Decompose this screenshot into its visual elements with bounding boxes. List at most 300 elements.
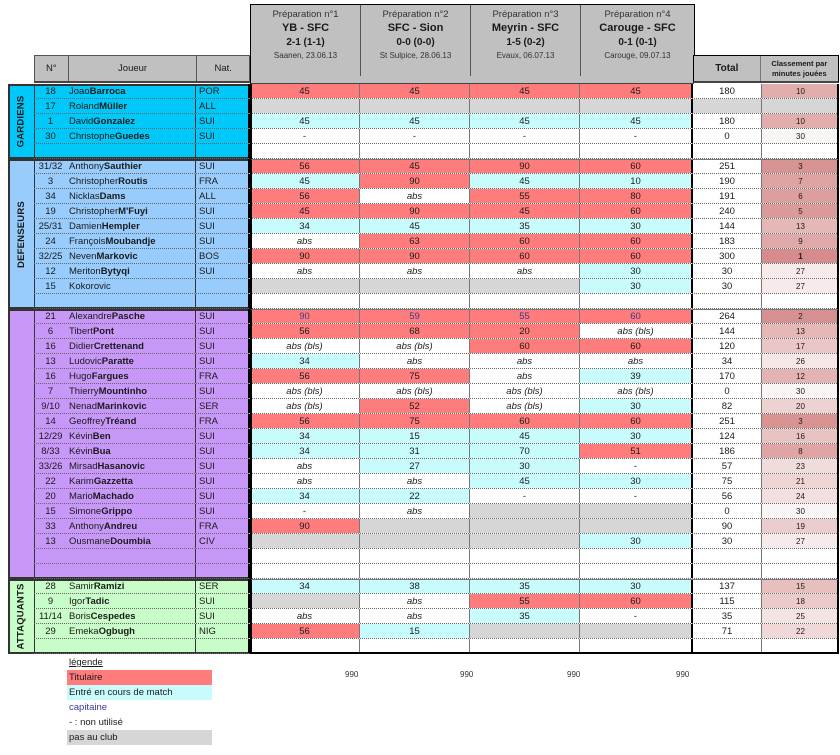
- player-nationality: [196, 144, 250, 158]
- minutes-cell-match-4: 60: [580, 249, 693, 263]
- minutes-cell-match-3: [470, 624, 580, 638]
- minutes-cell-match-4: 30: [580, 264, 693, 278]
- player-number: 12: [45, 265, 56, 277]
- minutes-cell-match-3: abs: [470, 354, 580, 368]
- minutes-cell-match-2: 63: [360, 234, 470, 248]
- total-minutes: [693, 564, 762, 578]
- total-minutes: 180: [693, 84, 762, 98]
- minutes-cell-match-1: [250, 144, 360, 158]
- rank-by-minutes: 25: [762, 609, 839, 623]
- minutes-cell-match-3: -: [470, 489, 580, 503]
- player-row: [34, 99, 839, 114]
- player-nationality: SUI: [196, 384, 250, 398]
- rank-by-minutes: 2: [762, 309, 839, 323]
- legend-item: pas au club: [67, 730, 212, 745]
- player-nationality: SER: [196, 579, 250, 593]
- minutes-cell-match-4: 60: [580, 309, 693, 323]
- player-number: 33/26: [38, 460, 63, 472]
- minutes-cell-match-4: 30: [580, 399, 693, 413]
- minutes-cell-match-2: 75: [360, 369, 470, 383]
- player-number: 16: [45, 340, 56, 352]
- minutes-cell-match-1: abs: [250, 459, 360, 473]
- minutes-cell-match-2: [360, 549, 470, 563]
- match-prep: Préparation n°2: [382, 9, 449, 20]
- player-first-name: Igor: [69, 595, 86, 607]
- total-minutes: 75: [693, 474, 762, 488]
- minutes-cell-match-2: [360, 534, 470, 548]
- minutes-cell-match-2: [360, 99, 470, 113]
- minutes-cell-match-3: 45: [470, 114, 580, 128]
- total-minutes: [693, 639, 762, 653]
- player-name: [67, 114, 196, 128]
- player-number: 11/14: [38, 610, 63, 622]
- match-total-3: 990: [567, 670, 581, 679]
- player-row: [34, 129, 839, 144]
- minutes-cell-match-3: 55: [470, 594, 580, 608]
- player-last-name: Tréand: [105, 415, 137, 427]
- player-nationality: SUI: [196, 204, 250, 218]
- minutes-cell-match-2: 90: [360, 249, 470, 263]
- minutes-cell-match-3: 70: [470, 444, 580, 458]
- player-last-name: Markovic: [96, 250, 138, 262]
- player-nationality: SUI: [196, 264, 250, 278]
- player-first-name: Thierry: [69, 385, 99, 397]
- total-minutes: 144: [693, 324, 762, 338]
- player-number: 24: [45, 235, 56, 247]
- minutes-cell-match-4: abs (bls): [580, 324, 693, 338]
- player-name: [67, 204, 196, 218]
- minutes-cell-match-2: 45: [360, 114, 470, 128]
- player-last-name: Ramizi: [93, 580, 125, 592]
- player-first-name: Meriton: [69, 265, 101, 277]
- player-name: [67, 609, 196, 623]
- player-nationality: SUI: [196, 609, 250, 623]
- player-row: [34, 519, 839, 534]
- minutes-cell-match-1: 56: [250, 369, 360, 383]
- minutes-cell-match-2: 52: [360, 399, 470, 413]
- player-row: [34, 249, 839, 264]
- player-name: [67, 474, 196, 488]
- player-name: [67, 279, 196, 293]
- minutes-cell-match-3: abs: [470, 264, 580, 278]
- player-nationality: SUI: [196, 444, 250, 458]
- minutes-cell-match-2: 68: [360, 324, 470, 338]
- player-first-name: Mario: [69, 490, 93, 502]
- total-minutes: [693, 549, 762, 563]
- minutes-cell-match-3: 35: [470, 219, 580, 233]
- player-last-name: Pont: [92, 325, 115, 337]
- player-last-name: Gazzetta: [93, 475, 133, 487]
- player-number: 18: [45, 85, 56, 97]
- player-last-name: Bytyqi: [100, 265, 130, 277]
- rank-by-minutes: 27: [762, 534, 839, 548]
- player-last-name: Crettenand: [93, 340, 144, 352]
- player-row: [34, 624, 839, 639]
- group-label: [8, 579, 35, 654]
- minutes-cell-match-3: [470, 549, 580, 563]
- rank-by-minutes: 13: [762, 324, 839, 338]
- match-header-4: [581, 5, 694, 77]
- minutes-cell-match-4: 30: [580, 219, 693, 233]
- player-name: [67, 579, 196, 593]
- minutes-cell-match-2: abs: [360, 504, 470, 518]
- total-minutes: 56: [693, 489, 762, 503]
- player-number: 1: [47, 115, 54, 127]
- total-minutes: 0: [693, 129, 762, 143]
- player-nationality: CIV: [196, 534, 250, 548]
- player-name: [67, 639, 196, 653]
- player-first-name: Emeka: [69, 625, 99, 637]
- minutes-cell-match-1: 56: [250, 159, 360, 173]
- empty-row: [34, 564, 839, 579]
- player-nationality: ALL: [196, 189, 250, 203]
- total-minutes: 115: [693, 594, 762, 608]
- player-name: [67, 414, 196, 428]
- match-teams: Meyrin - SFC: [491, 22, 560, 34]
- minutes-cell-match-3: [470, 504, 580, 518]
- player-last-name: Marinkovic: [97, 400, 147, 412]
- minutes-cell-match-4: 80: [580, 189, 693, 203]
- minutes-cell-match-4: 60: [580, 594, 693, 608]
- player-last-name: Bua: [92, 445, 111, 457]
- player-first-name: Geoffrey: [69, 415, 106, 427]
- player-last-name: Fargues: [91, 370, 129, 382]
- minutes-cell-match-4: [580, 624, 693, 638]
- total-minutes: 30: [693, 279, 762, 293]
- player-first-name: Samir: [69, 580, 94, 592]
- total-minutes: 191: [693, 189, 762, 203]
- minutes-cell-match-1: 45: [250, 84, 360, 98]
- minutes-cell-match-1: abs (bls): [250, 399, 360, 413]
- player-number: 3: [47, 175, 54, 187]
- player-nationality: ALL: [196, 99, 250, 113]
- match-score: 2-1 (1-1): [286, 37, 325, 48]
- player-last-name: Ben: [92, 430, 111, 442]
- minutes-cell-match-1: [250, 99, 360, 113]
- minutes-cell-match-4: 30: [580, 534, 693, 548]
- legend-item: Entré en cours de match: [67, 685, 212, 700]
- player-number: 20: [45, 490, 56, 502]
- match-score: 0-1 (0-1): [618, 37, 657, 48]
- minutes-cell-match-4: 45: [580, 114, 693, 128]
- total-minutes: 57: [693, 459, 762, 473]
- minutes-cell-match-3: [470, 519, 580, 533]
- minutes-cell-match-3: [470, 144, 580, 158]
- minutes-cell-match-3: 55: [470, 189, 580, 203]
- player-row: [34, 234, 839, 249]
- player-row: [34, 204, 839, 219]
- match-score: 0-0 (0-0): [396, 37, 435, 48]
- player-row: [34, 489, 839, 504]
- player-row: [34, 474, 839, 489]
- player-number: 13: [45, 355, 56, 367]
- col-header-num: N°: [35, 56, 69, 81]
- player-first-name: Boris: [69, 610, 91, 622]
- player-nationality: [196, 564, 250, 578]
- minutes-cell-match-2: abs: [360, 609, 470, 623]
- player-number: 21: [45, 310, 56, 322]
- player-nationality: [196, 549, 250, 563]
- minutes-cell-match-4: 30: [580, 579, 693, 593]
- player-last-name: Dams: [99, 190, 126, 202]
- match-header-3: [471, 5, 581, 77]
- minutes-cell-match-3: 35: [470, 579, 580, 593]
- minutes-cell-match-3: 45: [470, 84, 580, 98]
- total-minutes: 120: [693, 339, 762, 353]
- player-last-name: Pasche: [111, 310, 146, 322]
- player-name: [67, 234, 196, 248]
- minutes-cell-match-4: [580, 564, 693, 578]
- summary-column-headers: [693, 55, 839, 83]
- player-first-name: Ousmane: [69, 535, 111, 547]
- player-first-name: Ludovic: [69, 355, 102, 367]
- player-last-name: Routis: [118, 175, 148, 187]
- player-first-name: Damien: [69, 220, 102, 232]
- player-row: [34, 84, 839, 99]
- rank-by-minutes: 7: [762, 174, 839, 188]
- minutes-cell-match-1: 34: [250, 444, 360, 458]
- match-prep: Préparation n°3: [492, 9, 559, 20]
- player-first-name: Neven: [69, 250, 97, 262]
- player-name: [67, 264, 196, 278]
- player-name: [67, 624, 196, 638]
- player-nationality: FRA: [196, 519, 250, 533]
- player-nationality: SUI: [196, 489, 250, 503]
- minutes-cell-match-3: 20: [470, 324, 580, 338]
- player-row: [34, 339, 839, 354]
- rank-by-minutes: 17: [762, 339, 839, 353]
- player-nationality: [196, 294, 250, 308]
- minutes-cell-match-3: 45: [470, 174, 580, 188]
- player-number: 22: [45, 475, 56, 487]
- minutes-cell-match-1: 56: [250, 624, 360, 638]
- player-nationality: SUI: [196, 234, 250, 248]
- player-nationality: SUI: [196, 474, 250, 488]
- minutes-cell-match-2: abs: [360, 264, 470, 278]
- rank-by-minutes: 30: [762, 504, 839, 518]
- player-first-name: Christopher: [69, 205, 119, 217]
- match-total-2: 990: [460, 670, 474, 679]
- player-nationality: SUI: [196, 324, 250, 338]
- minutes-cell-match-3: abs (bls): [470, 399, 580, 413]
- player-nationality: SUI: [196, 339, 250, 353]
- group-defenseurs: [8, 159, 839, 309]
- minutes-cell-match-2: 27: [360, 459, 470, 473]
- player-name: [67, 219, 196, 233]
- minutes-cell-match-3: [470, 639, 580, 653]
- group-label-text: DEFENSEURS: [15, 200, 27, 268]
- player-first-name: Mirsad: [69, 460, 98, 472]
- group-label: [8, 309, 35, 579]
- total-minutes: 71: [693, 624, 762, 638]
- player-first-name: Anthony: [69, 160, 104, 172]
- minutes-cell-match-2: abs (bls): [360, 339, 470, 353]
- legend-item: capitaine: [69, 702, 108, 713]
- player-number: [34, 639, 67, 653]
- player-name: [67, 84, 196, 98]
- minutes-cell-match-4: 10: [580, 174, 693, 188]
- player-number: 16: [45, 370, 56, 382]
- player-nationality: FRA: [196, 414, 250, 428]
- player-row: [34, 264, 839, 279]
- legend-item: - : non utilisé: [69, 717, 123, 728]
- col-header-rank: Classement par minutes jouées: [771, 58, 828, 78]
- player-nationality: SER: [196, 399, 250, 413]
- minutes-cell-match-1: -: [250, 504, 360, 518]
- player-row: [34, 609, 839, 624]
- player-last-name: Hempler: [101, 220, 140, 232]
- total-minutes: 264: [693, 309, 762, 323]
- minutes-cell-match-2: [360, 639, 470, 653]
- player-row: [34, 534, 839, 549]
- minutes-cell-match-2: 45: [360, 84, 470, 98]
- match-score: 1-5 (0-2): [506, 37, 545, 48]
- rank-by-minutes: 27: [762, 279, 839, 293]
- player-row: [34, 414, 839, 429]
- player-nationality: FRA: [196, 369, 250, 383]
- minutes-cell-match-3: 45: [470, 429, 580, 443]
- player-last-name: Grippo: [101, 505, 133, 517]
- player-name: [67, 129, 196, 143]
- minutes-cell-match-1: [250, 294, 360, 308]
- total-minutes: 30: [693, 534, 762, 548]
- player-number: 30: [45, 130, 56, 142]
- player-row: [34, 219, 839, 234]
- minutes-cell-match-4: 30: [580, 474, 693, 488]
- player-first-name: Tibert: [69, 325, 93, 337]
- player-last-name: M'Fuyi: [118, 205, 148, 217]
- group-label-text: ATTAQUANTS: [15, 583, 27, 650]
- player-name: [67, 249, 196, 263]
- player-row: [34, 369, 839, 384]
- player-number: [34, 564, 67, 578]
- total-minutes: [693, 294, 762, 308]
- minutes-cell-match-4: 39: [580, 369, 693, 383]
- player-row: [34, 444, 839, 459]
- rank-by-minutes: 10: [762, 114, 839, 128]
- minutes-cell-match-1: [250, 549, 360, 563]
- rank-by-minutes: 6: [762, 189, 839, 203]
- legend-item: Titulaire: [67, 670, 212, 685]
- rank-by-minutes: 9: [762, 234, 839, 248]
- player-last-name: Paratte: [101, 355, 134, 367]
- rank-by-minutes: 24: [762, 489, 839, 503]
- rank-by-minutes: 13: [762, 219, 839, 233]
- minutes-cell-match-3: 60: [470, 249, 580, 263]
- minutes-cell-match-1: 90: [250, 249, 360, 263]
- minutes-cell-match-4: [580, 294, 693, 308]
- player-last-name: Barroca: [89, 85, 126, 97]
- player-nationality: NIG: [196, 624, 250, 638]
- player-nationality: SUI: [196, 459, 250, 473]
- player-number: 15: [45, 505, 56, 517]
- minutes-cell-match-2: -: [360, 129, 470, 143]
- minutes-cell-match-1: 45: [250, 174, 360, 188]
- minutes-cell-match-1: 34: [250, 579, 360, 593]
- player-last-name: Moubandje: [105, 235, 156, 247]
- minutes-cell-match-1: 56: [250, 189, 360, 203]
- player-name: [67, 429, 196, 443]
- player-nationality: SUI: [196, 429, 250, 443]
- minutes-cell-match-1: 45: [250, 204, 360, 218]
- player-number: 33: [45, 520, 56, 532]
- player-name: [67, 369, 196, 383]
- minutes-cell-match-4: 60: [580, 414, 693, 428]
- minutes-cell-match-2: [360, 519, 470, 533]
- player-column-headers: [34, 55, 250, 83]
- minutes-cell-match-3: abs: [470, 369, 580, 383]
- player-number: 17: [45, 100, 56, 112]
- player-first-name: Karim: [69, 475, 94, 487]
- player-row: [34, 309, 839, 324]
- minutes-cell-match-3: [470, 534, 580, 548]
- minutes-cell-match-4: 45: [580, 84, 693, 98]
- minutes-cell-match-3: 30: [470, 459, 580, 473]
- player-name: [67, 189, 196, 203]
- minutes-cell-match-2: [360, 564, 470, 578]
- player-first-name: Didier: [69, 340, 94, 352]
- player-number: 8/33: [41, 445, 60, 457]
- player-name: [67, 294, 196, 308]
- match-prep: Préparation n°1: [272, 9, 339, 20]
- player-name: [67, 99, 196, 113]
- match-place-date: St Sulpice, 28.06.13: [379, 51, 452, 60]
- minutes-cell-match-1: 34: [250, 219, 360, 233]
- minutes-cell-match-4: -: [580, 489, 693, 503]
- group-label: [8, 84, 35, 159]
- total-minutes: 82: [693, 399, 762, 413]
- minutes-cell-match-1: 90: [250, 519, 360, 533]
- player-first-name: Kévin: [69, 445, 93, 457]
- player-last-name: Guedes: [114, 130, 150, 142]
- total-minutes: 251: [693, 159, 762, 173]
- player-first-name: Christopher: [69, 175, 119, 187]
- minutes-cell-match-4: [580, 144, 693, 158]
- match-teams: YB - SFC: [281, 22, 330, 34]
- player-last-name: Müller: [99, 100, 128, 112]
- minutes-cell-match-2: 45: [360, 159, 470, 173]
- player-number: 15: [45, 280, 56, 292]
- player-row: [34, 279, 839, 294]
- player-nationality: SUI: [196, 159, 250, 173]
- player-number: 13: [45, 535, 56, 547]
- minutes-cell-match-1: abs (bls): [250, 339, 360, 353]
- player-name: [67, 564, 196, 578]
- minutes-cell-match-1: abs: [250, 234, 360, 248]
- match-headers: [250, 4, 695, 77]
- player-last-name: Sauthier: [103, 160, 142, 172]
- minutes-cell-match-1: abs: [250, 609, 360, 623]
- rank-by-minutes: 12: [762, 369, 839, 383]
- total-minutes: 300: [693, 249, 762, 263]
- rank-by-minutes: 8: [762, 444, 839, 458]
- legend-title: légende: [69, 657, 103, 668]
- minutes-cell-match-1: [250, 564, 360, 578]
- rank-by-minutes: 20: [762, 399, 839, 413]
- player-number: 31/32: [38, 160, 63, 172]
- rank-by-minutes: 1: [762, 249, 839, 263]
- minutes-cell-match-1: 34: [250, 429, 360, 443]
- col-header-nat: Nat.: [214, 63, 232, 74]
- player-name: [67, 519, 196, 533]
- rank-by-minutes: 3: [762, 414, 839, 428]
- match-teams: SFC - Sion: [387, 22, 444, 34]
- match-place-date: Evaux, 06.07.13: [496, 51, 555, 60]
- player-row: [34, 594, 839, 609]
- player-name: [67, 534, 196, 548]
- minutes-cell-match-2: [360, 294, 470, 308]
- minutes-cell-match-3: 60: [470, 234, 580, 248]
